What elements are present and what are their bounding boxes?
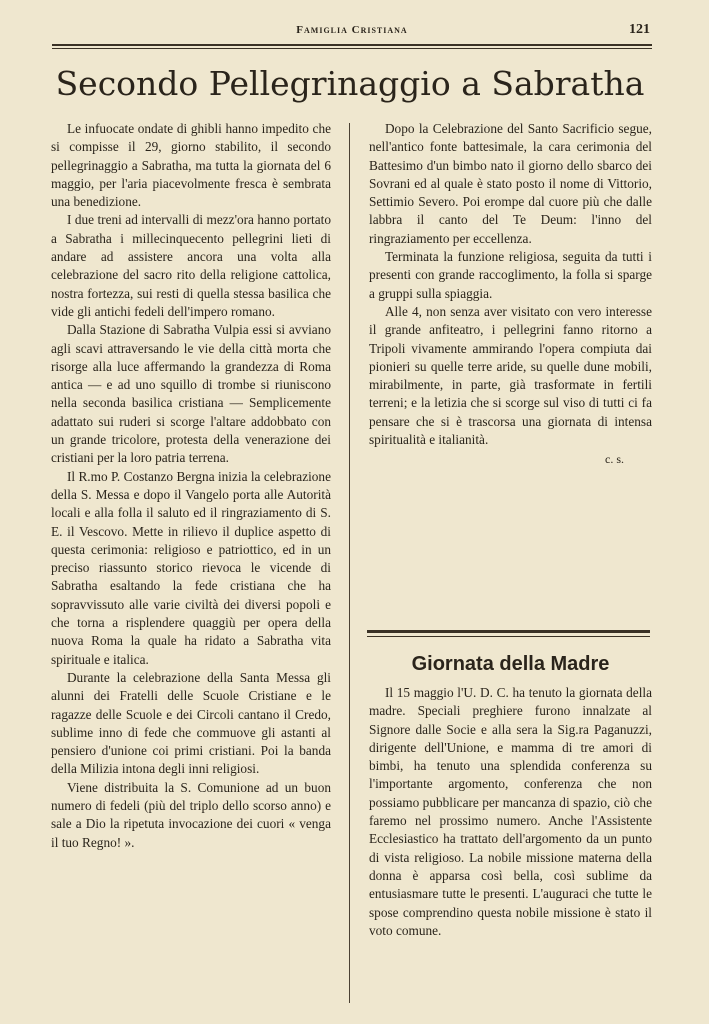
journal-title: Famiglia Cristiana <box>296 24 408 36</box>
section-title: Giornata della Madre <box>411 653 610 675</box>
paragraph: Dalla Stazione di Sabratha Vulpia essi si avviano agli scavi attraversando le vie della città morta che risorge alla luce affermando la grandezza di Roma antica — e ad uno squillo di trombe si riuniscono nella seconda basilica cristiana — Semplicemente adattato sui ruderi si scorge l'altare addobbato con un grande tricolore, protesta della venerazione dei cristiani per la loro patria terrena. <box>51 322 331 466</box>
paragraph: Il 15 maggio l'U. D. C. ha tenuto la giornata della madre. Speciali preghiere furono innalzate al Signore dalle Socie e alla sera la Sig.ra Paganuzzi, dirigente dell'Unione, e mamma di tre amori di bimbi, ha tenuto una splendida conferenza su l'importante argomento, conferenza che non possiamo pubblicare per mancanza di spazio, ciò che faremo nel prossimo numero. Anche l'Assistente Ecclesiastico ha trattato dell'argomento da un punto di vista religioso. La nobile missione materna della donna è apparsa così bella, così sublime da entusiasmare tutte le presenti. L'auguraci che tutte le spose comprendino questa nobile missione è stato il voto comune. <box>369 685 652 938</box>
running-header <box>50 22 654 44</box>
paragraph: Durante la celebrazione della Santa Messa gli alunni dei Fratelli delle Scuole Cristiane e le ragazze delle Scuole e dei Circoli cantano il Credo, sublime inno di fede che commuove gli astanti al pensiero d'unione coi primi cristiani. Poi la banda della Milizia intona degli inni religiosi. <box>51 669 331 777</box>
column-divider <box>349 123 350 1003</box>
header-rule-thin <box>52 48 652 49</box>
section-rule <box>367 630 650 633</box>
author-signature: c. s. <box>605 452 624 467</box>
paragraph: Terminata la funzione religiosa, seguita da tutti i presenti con grande raccoglimento, la folla si sparge a gruppi sulla spiaggia. <box>369 249 652 301</box>
paragraph: I due treni ad intervalli di mezz'ora hanno portato a Sabratha i millecinquecento pellegrini lieti di andare ad assistere ancora una volta alla celebrazione del sacro rito della religione cattolica, nostra fortezza, sui resti di quella stessa basilica che vide gli antichi fedeli dell'impero romano. <box>51 212 331 319</box>
paragraph: Le infuocate ondate di ghibli hanno impedito che si compisse il 29, giorno stabilito, il secondo pellegrinaggio a Sabratha, ma tutta la giornata del 6 maggio, per l'aria piacevolmente fresca è sembrata una benedizione. <box>51 121 331 210</box>
article-title: Secondo Pellegrinaggio a Sabratha <box>55 64 645 103</box>
section-body <box>369 684 652 940</box>
paragraph: Viene distribuita la S. Comunione ad un buon numero di fedeli (più del triplo dello scorso anno) e sale a Dio la ripetuta invocazione dei cuori « venga il tuo Regno! ». <box>51 779 331 850</box>
article-column-left <box>51 120 331 852</box>
paragraph: Dopo la Celebrazione del Santo Sacrificio segue, nell'antico fonte battesimale, la cara cerimonia del Battesimo d'un bimbo nato il giorno dello sbarco dei Sovrani ed al quale è stato posto il nome di Vittorio, Settimio Severo. Poi erompe dal cuore più che dalle labbra il canto del Te Deum: l'inno del ringraziamento per eccellenza. <box>369 121 652 246</box>
header-rule <box>52 44 652 46</box>
page-number: 121 <box>629 22 650 37</box>
article-column-right <box>369 120 652 469</box>
paragraph: Il R.mo P. Costanzo Bergna inizia la celebrazione della S. Messa e dopo il Vangelo porta alle Autorità locali e alla folla il saluto ed il ringraziamento di S. E. il Vescovo. Mette in rilievo il duplice aspetto di questa cerimonia: religioso e patriottico, ed in un preciso riassunto storico rievoca le vicende di Sabratha esaltando la fede cristiana che ha sopravvissuto alle varie civiltà dei diversi popoli e che torna a risplendere quaggiù per opera della nuova Roma la quale ha ridato a Sabratha vita spirituale e italica. <box>51 468 331 667</box>
section-rule-thin <box>367 636 650 637</box>
paragraph: Alle 4, non senza aver visitato con vero interesse il grande anfiteatro, i pellegrini fanno ritorno a Tripoli vivamente ammirando l'opera compiuta dai pionieri su quelle terre aride, su quelle dune mobili, mirabilmente, in parte, già trasformate in fertili terreni; e la letizia che si scorge sul viso di tutti ci fa pensare che si è trascorsa una giornata di intensa spiritualità e italianità. <box>369 303 652 448</box>
